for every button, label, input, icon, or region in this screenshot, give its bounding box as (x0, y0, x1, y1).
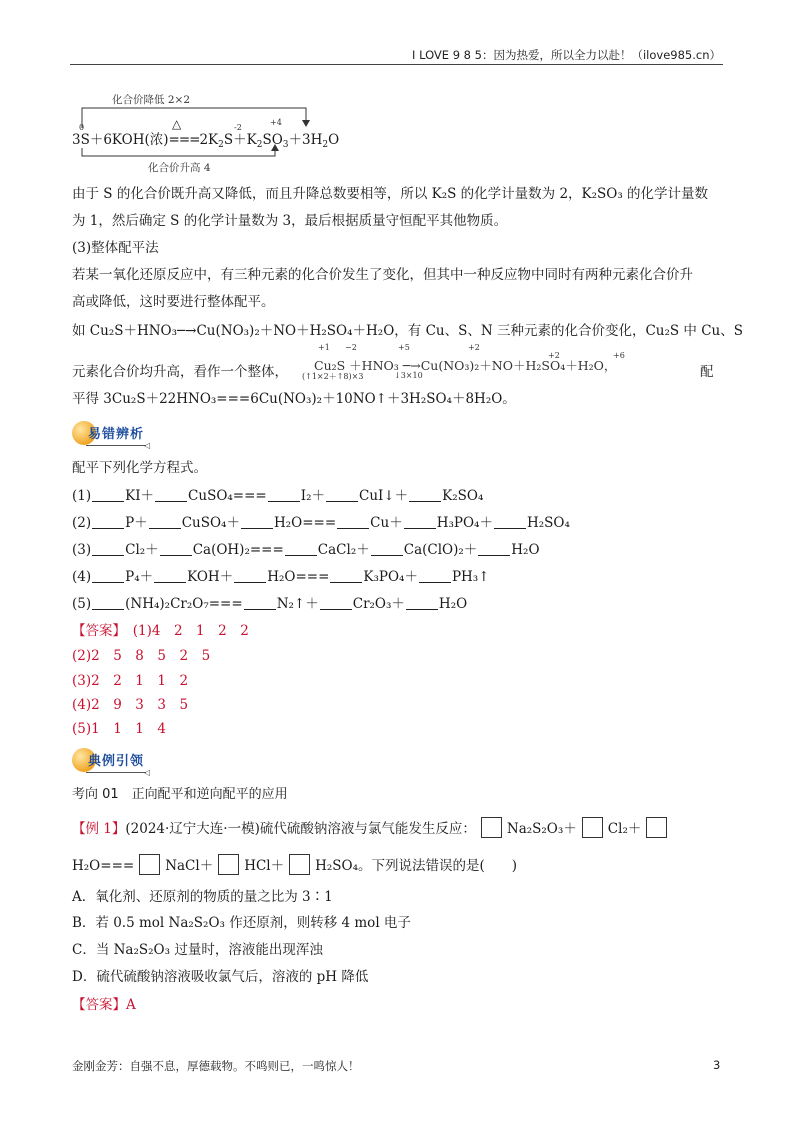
badge-dianli-label: 典例引领 (88, 754, 145, 769)
section-3-title: (3)整体配平法 (72, 240, 159, 256)
section-3-para-3: 如 Cu₂S＋HNO₃─→Cu(NO₃)₂＋NO＋H₂SO₄＋H₂O，有 Cu、S、N 三种元素的化合价变化，Cu₂S 中 Cu、S (72, 323, 743, 339)
equation-1-r-d: ＋3H (288, 132, 323, 148)
equation-1: 3S＋6KOH(浓)$===2K_2S+K_2SO_3+3H_2O$ (72, 132, 340, 150)
ox-state-k2so3: +4 (270, 118, 282, 127)
under-cu2s: (↑1×2＋↑8)×3 (302, 372, 364, 381)
ox-n-plus5: +5 (398, 343, 410, 352)
example-1-line-2: H₂O=== NaCl＋ HCl＋ H₂SO₄。下列说法错误的是( ) (72, 854, 517, 876)
section-3-para-5: 平得 3Cu₂S＋22HNO₃===6Cu(NO₃)₂＋10NO↑＋3H₂SO₄＋8H₂O。 (72, 391, 516, 407)
coef-box-2 (582, 817, 603, 838)
section-3-para-4-left: 元素化合价均升高，看作一个整体， (72, 364, 288, 380)
exercise-answer-2: (2)2 5 8 5 2 5 (72, 648, 211, 664)
example-answer: 【答案】A (72, 997, 136, 1013)
equation-1-r-e: O (328, 132, 340, 148)
under-hno3: ↓3×10 (394, 371, 423, 380)
ox-cu-plus2: +2 (468, 343, 480, 352)
badge-arrow-icon: ◁ (144, 441, 151, 450)
page-header: I LOVE 9 8 5：因为热爱，所以全力以赴！（ilove985.cn） (412, 48, 721, 62)
badge-yicuo-label: 易错辨析 (88, 427, 145, 442)
ox-n-plus2: +2 (548, 351, 560, 360)
exercise-item-2: (2) P＋ CuSO₄＋ H₂O=== Cu＋ H₃PO₄＋ H₂SO₄ (72, 515, 570, 531)
option-a: A．氧化剂、还原剂的物质的量之比为 3∶1 (72, 889, 333, 905)
coef-box-3 (646, 817, 667, 838)
coef-box-4 (139, 854, 160, 875)
option-c: C．当 Na₂S₂O₃ 过量时，溶液能出现浑浊 (72, 942, 323, 958)
section-3-equation-inline: Cu₂S ＋HNO₃ ─→Cu(NO₃)₂＋NO＋H₂SO₄＋H₂O， (314, 358, 617, 373)
exercise-item-1: (1) KI＋ CuSO₄=== I₂＋ CuI↓＋ K₂SO₄ (72, 488, 484, 504)
option-d: D．硫代硫酸钠溶液吸收氯气后，溶液的 pH 降低 (72, 969, 369, 985)
example-1-line-1: 【例 1】(2024·辽宁大连·一模)硫代硫酸钠溶液与氯气能发生反应： Na₂S₂O₃＋ Cl₂＋ (72, 817, 672, 839)
option-b: B．若 0.5 mol Na₂S₂O₃ 作还原剂，则转移 4 mol 电子 (72, 915, 411, 931)
badge-yicuo (72, 421, 151, 450)
ox-state-s0: 0 (79, 123, 85, 132)
ox-s-minus2: −2 (345, 343, 357, 352)
ox-cu-plus1: +1 (318, 343, 330, 352)
footer-motto: 金刚金芳：自强不息，厚德载物。不鸣则已，一鸣惊人！ (72, 1059, 360, 1073)
explain-line-1: 由于 S 的化合价既升高又降低，而且升降总数要相等，所以 K₂S 的化学计量数为 2，K₂SO₃ 的化学计量数 (72, 186, 709, 202)
section-3-para-1: 若某一氧化还原反应中，有三种元素的化合价发生了变化，但其中一种反应物中同时有两种元素化合价升 (72, 267, 693, 283)
exercise-item-4: (4) P₄＋ KOH＋ H₂O=== K₃PO₄＋ PH₃↑ (72, 569, 490, 585)
badge-dianli (72, 748, 151, 777)
section-3-para-4-right: 配 (700, 364, 714, 380)
decrease-label: 化合价降低 2×2 (112, 94, 190, 106)
exercise-answer-3: (3)2 2 1 1 2 (72, 673, 189, 689)
example-tag: 【例 1】 (72, 821, 126, 837)
coef-box-1 (481, 817, 502, 838)
exercise-answer-1: 【答案】 (1)4 2 1 2 2 (72, 623, 249, 639)
increase-label: 化合价升高 4 (148, 162, 211, 174)
exercise-intro: 配平下列化学方程式。 (72, 460, 207, 476)
page-number: 3 (713, 1058, 721, 1072)
kaoxiang-title: 考向 01 正向配平和逆向配平的应用 (72, 787, 288, 802)
coef-box-5 (218, 854, 239, 875)
explain-line-2: 为 1，然后确定 S 的化学计量数为 3，最后根据质量守恒配平其他物质。 (72, 213, 508, 229)
badge-arrow-icon: ◁ (144, 768, 151, 777)
exercise-item-3: (3) Cl₂＋ Ca(OH)₂=== CaCl₂＋ Ca(ClO)₂＋ H₂O (72, 542, 540, 558)
exercise-answer-4: (4)2 9 3 3 5 (72, 697, 189, 713)
exercise-item-5: (5) (NH₄)₂Cr₂O₇=== N₂↑＋ Cr₂O₃＋ H₂O (72, 596, 468, 612)
section-3-para-2: 高或降低，这时要进行整体配平。 (72, 294, 275, 310)
header-divider (70, 64, 723, 65)
coef-box-6 (289, 854, 310, 875)
equation-1-r-a: 2K (199, 132, 219, 148)
exercise-answer-5: (5)1 1 1 4 (72, 721, 166, 737)
ox-s-plus6: +6 (613, 351, 625, 360)
equation-1-left: 3S＋6KOH(浓) (72, 132, 169, 148)
heat-symbol: △ (172, 117, 182, 131)
ox-state-k2s: -2 (234, 123, 242, 132)
equation-1-r-b: S＋K (223, 132, 257, 148)
equation-1-r-c: SO (262, 132, 283, 148)
answer-tag: 【答案】 (72, 623, 120, 639)
decrease-arrowhead (302, 120, 310, 127)
